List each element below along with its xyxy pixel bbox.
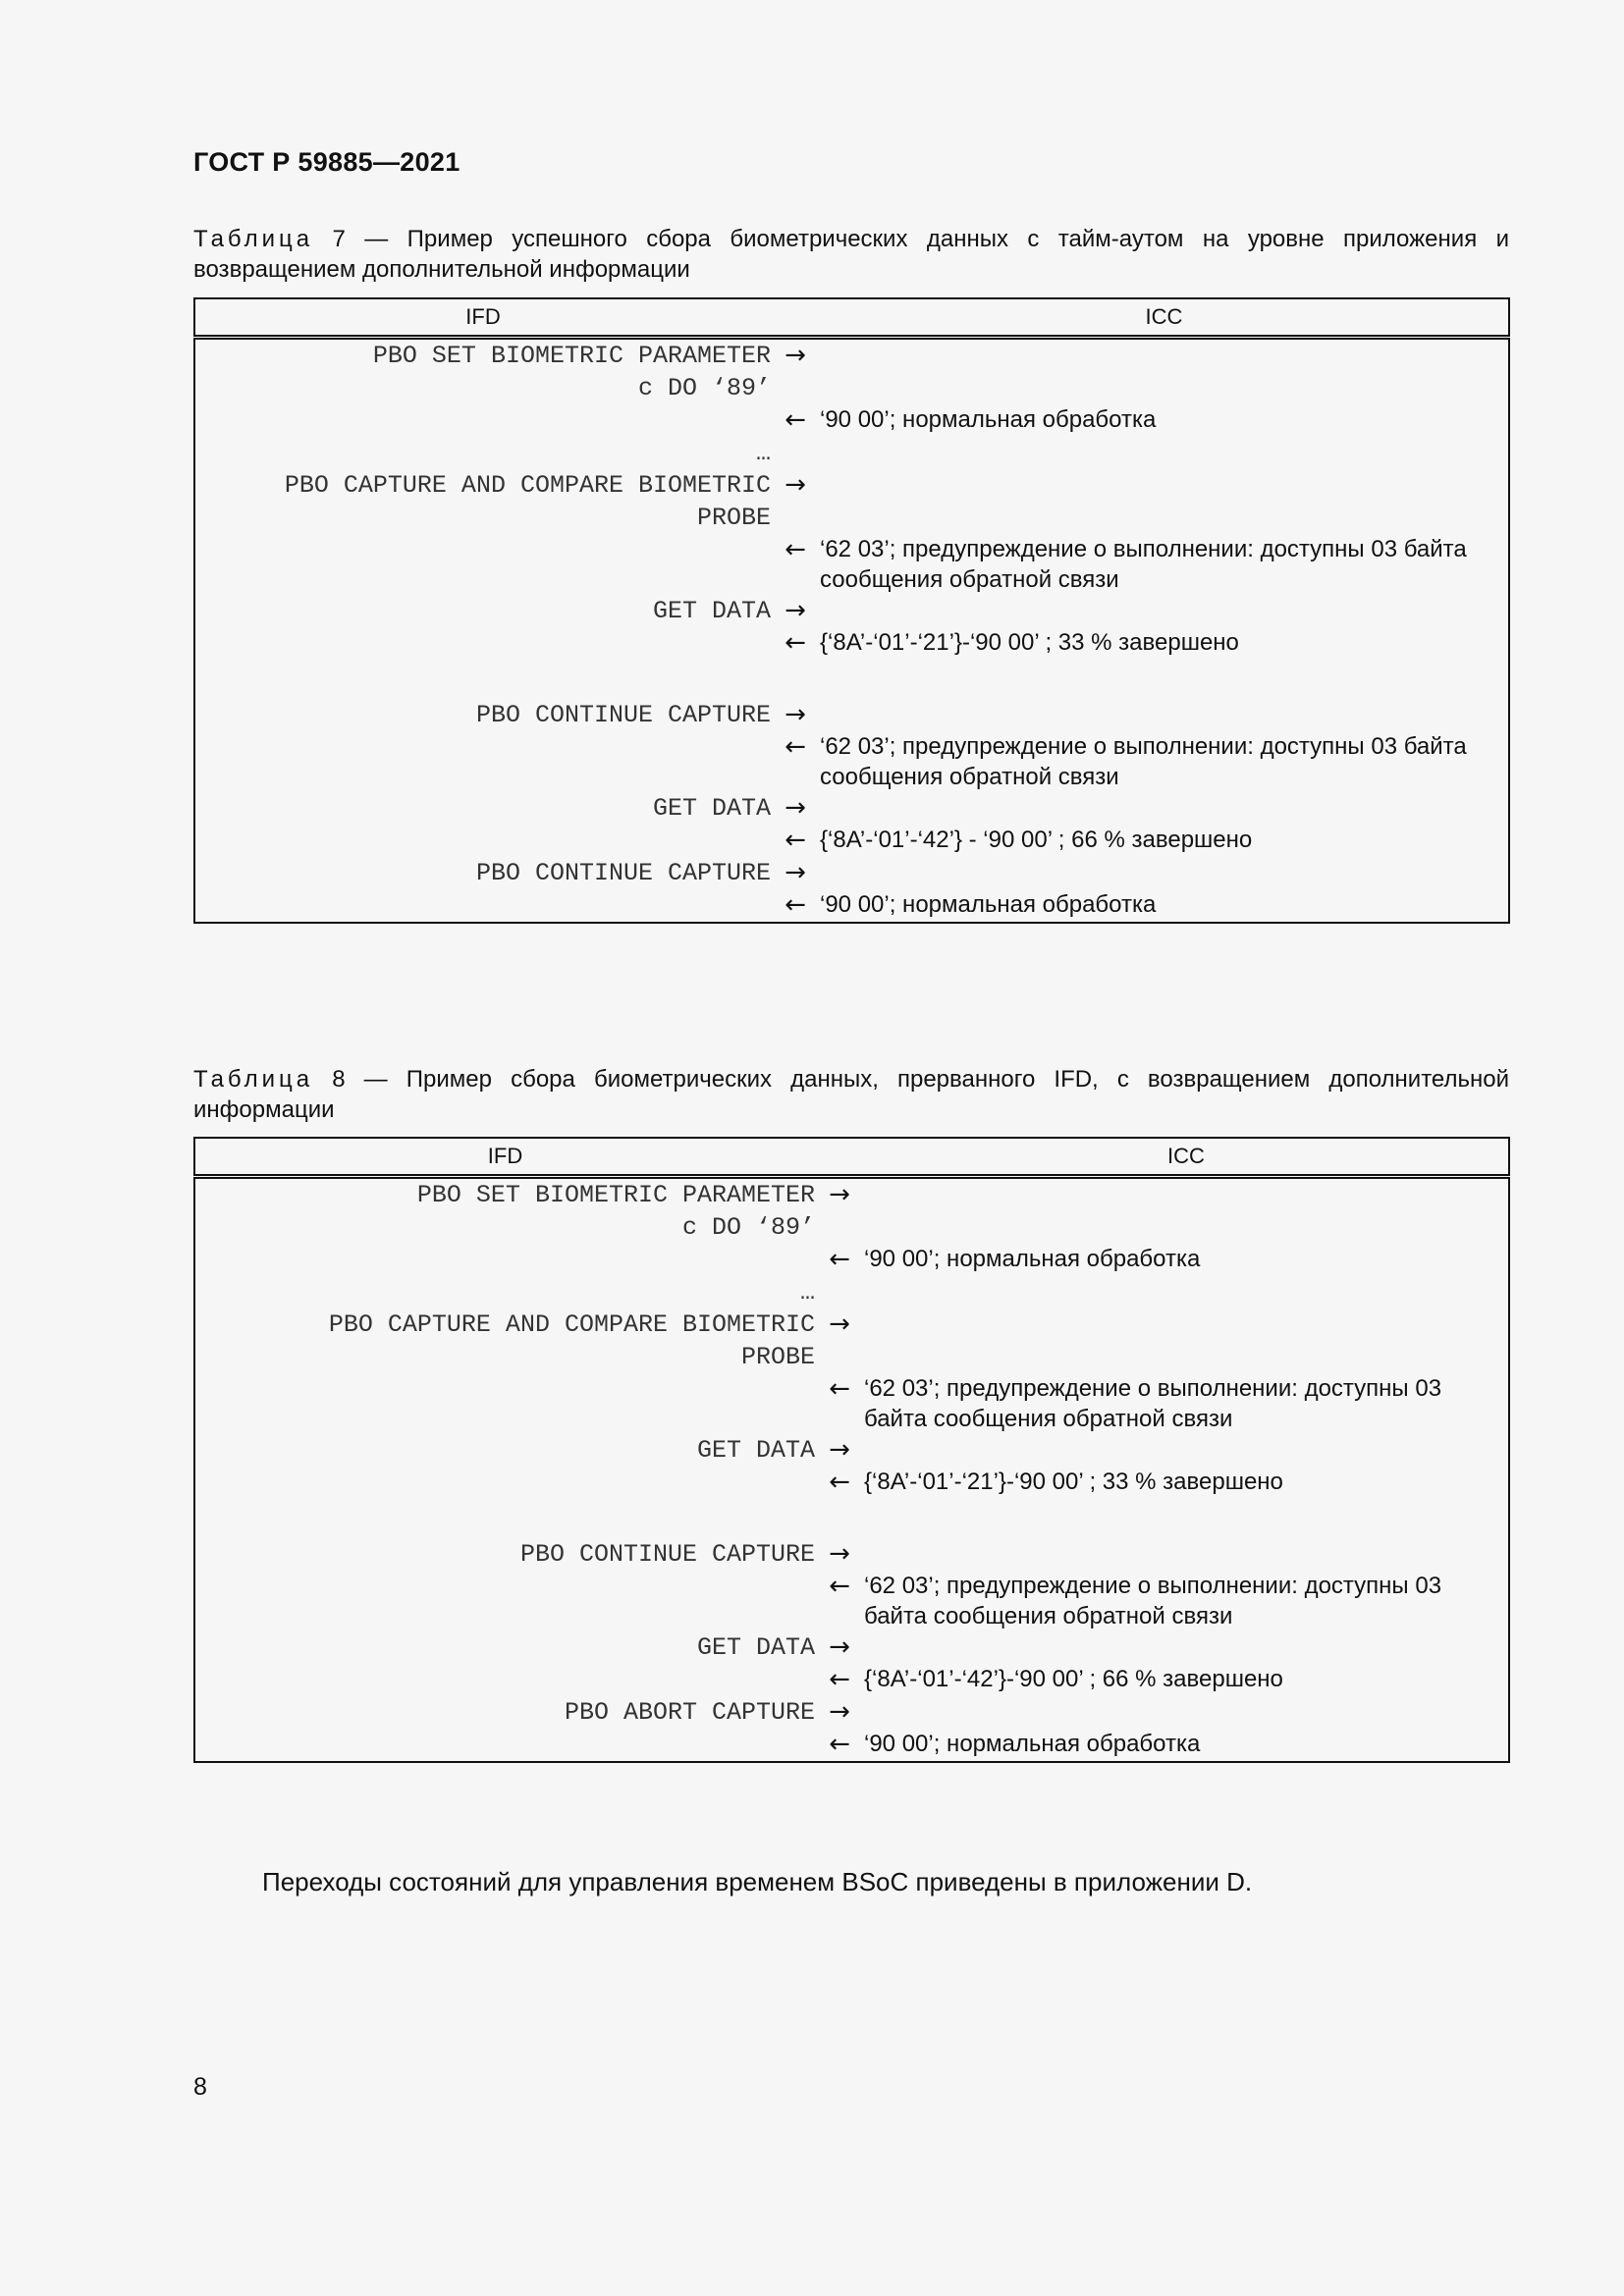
direction-arrow: ← (785, 535, 806, 564)
sequence-row (194, 1696, 1509, 1729)
table8 (193, 1137, 1510, 1763)
ifd-command: GET DATA (696, 1436, 815, 1465)
table8-col-icc: ICC (864, 1138, 1509, 1177)
table7-caption (193, 224, 1509, 285)
icc-response (820, 437, 1509, 469)
direction-arrow: ← (785, 405, 806, 435)
page-number: 8 (193, 2073, 207, 2101)
sequence-row (194, 792, 1509, 825)
ifd-command: GET DATA (652, 597, 771, 625)
table7-col-icc: ICC (820, 298, 1509, 338)
icc-response: {‘8A’-‘01’-‘42’}-‘90 00’ ; 66 % завершено (864, 1666, 1283, 1692)
ifd-command (194, 731, 771, 792)
direction-arrow: → (829, 1697, 850, 1727)
sequence-row (194, 889, 1509, 923)
sequence-row (194, 1276, 1509, 1308)
icc-response: ‘90 00’; нормальная обработка (820, 406, 1157, 433)
ifd-command: … (755, 439, 771, 467)
direction-arrow (815, 1276, 864, 1308)
ifd-command: PBO ABORT CAPTURE (564, 1698, 815, 1727)
sequence-row (194, 595, 1509, 627)
icc-response (820, 857, 1509, 889)
table7 (193, 297, 1510, 924)
ifd-command (194, 627, 771, 660)
sequence-row (194, 1373, 1509, 1434)
sequence-row (194, 731, 1509, 792)
icc-response (820, 595, 1509, 627)
direction-arrow: ← (785, 732, 806, 762)
icc-response: {‘8A’-‘01’-‘21’}-‘90 00’ ; 33 % завершено (864, 1468, 1283, 1495)
icc-response: ‘62 03’; предупреждение о выполнении: доступны 03 байта сообщения обратной связи (864, 1375, 1442, 1432)
table8-col-spacer (815, 1138, 864, 1177)
ifd-command (194, 1664, 815, 1696)
direction-arrow: ← (785, 890, 806, 920)
direction-arrow: → (785, 793, 806, 823)
icc-response (864, 1538, 1509, 1571)
icc-response: ‘62 03’; предупреждение о выполнении: доступны 03 байта сообщения обратной связи (820, 536, 1467, 593)
icc-response: ‘62 03’; предупреждение о выполнении: доступны 03 байта сообщения обратной связи (864, 1573, 1442, 1629)
sequence-row (194, 699, 1509, 731)
direction-arrow (815, 1499, 864, 1538)
icc-response: ‘90 00’; нормальная обработка (864, 1731, 1201, 1757)
direction-arrow: ← (785, 826, 806, 855)
ifd-command (194, 1729, 815, 1762)
ifd-command: PBO CONTINUE CAPTURE (475, 859, 771, 887)
icc-response (820, 792, 1509, 825)
direction-arrow (771, 660, 820, 699)
sequence-row (194, 1499, 1509, 1538)
table7-col-spacer (771, 298, 820, 338)
ifd-command: PBO CAPTURE AND COMPARE BIOMETRIC PROBE (284, 471, 771, 532)
ifd-command (194, 1373, 815, 1434)
icc-response (820, 469, 1509, 534)
sequence-row (194, 437, 1509, 469)
sequence-row (194, 857, 1509, 889)
ifd-command (194, 825, 771, 857)
sequence-row (194, 1664, 1509, 1696)
ifd-command (194, 534, 771, 595)
sequence-row (194, 1571, 1509, 1631)
ifd-command (194, 1571, 815, 1631)
icc-response (820, 660, 1509, 699)
sequence-row (194, 825, 1509, 857)
direction-arrow: ← (829, 1245, 850, 1274)
document-header: ГОСТ Р 59885—2021 (193, 147, 460, 177)
direction-arrow: ← (829, 1665, 850, 1694)
ifd-command: PBO SET BIOMETRIC PARAMETER с DO ‘89’ (372, 342, 771, 402)
direction-arrow: → (785, 341, 806, 370)
sequence-row (194, 469, 1509, 534)
direction-arrow: → (829, 1632, 850, 1662)
direction-arrow: → (829, 1435, 850, 1465)
bsoc-note: Переходы состояний для управления временем BSoC приведены в приложении D. (262, 1867, 1253, 1896)
direction-arrow: → (829, 1180, 850, 1209)
table7-body (194, 338, 1509, 924)
direction-arrow: → (785, 700, 806, 729)
table8-caption (193, 1064, 1509, 1125)
ifd-command: GET DATA (696, 1633, 815, 1662)
direction-arrow: → (829, 1309, 850, 1339)
ifd-command (194, 1244, 815, 1276)
sequence-row (194, 660, 1509, 699)
sequence-row (194, 1729, 1509, 1762)
sequence-row (194, 534, 1509, 595)
icc-response (864, 1499, 1509, 1538)
table7-caption-text: 7 — Пример успешного сбора биометрических данных с тайм-аутом на уровне приложения и возвращением дополнительной информации (193, 226, 1509, 283)
direction-arrow (771, 437, 820, 469)
sequence-row (194, 1631, 1509, 1664)
direction-arrow: ← (785, 628, 806, 658)
ifd-command (194, 404, 771, 437)
direction-arrow: ← (829, 1730, 850, 1759)
ifd-command: PBO CONTINUE CAPTURE (475, 701, 771, 729)
ifd-command: PBO CONTINUE CAPTURE (519, 1540, 815, 1569)
icc-response: ‘62 03’; предупреждение о выполнении: доступны 03 байта сообщения обратной связи (820, 733, 1467, 790)
direction-arrow: ← (829, 1374, 850, 1404)
ifd-command: PBO SET BIOMETRIC PARAMETER с DO ‘89’ (416, 1181, 815, 1242)
ifd-command: GET DATA (652, 794, 771, 823)
table8-caption-text: 8 — Пример сбора биометрических данных, прерванного IFD, с возвращением дополнительной информации (193, 1066, 1509, 1123)
table8-col-ifd: IFD (194, 1138, 815, 1177)
direction-arrow: → (785, 858, 806, 887)
sequence-row (194, 1538, 1509, 1571)
icc-response (864, 1276, 1509, 1308)
sequence-row (194, 404, 1509, 437)
table7-header-row (194, 298, 1509, 338)
table8-header-row (194, 1138, 1509, 1177)
sequence-row (194, 1177, 1509, 1245)
table7-col-ifd: IFD (194, 298, 771, 338)
icc-response: {‘8A’-‘01’-‘42’} - ‘90 00’ ; 66 % завершено (820, 827, 1253, 853)
sequence-row (194, 627, 1509, 660)
sequence-row (194, 1434, 1509, 1467)
icc-response (864, 1308, 1509, 1373)
icc-response (864, 1631, 1509, 1664)
direction-arrow: → (785, 470, 806, 500)
icc-response: ‘90 00’; нормальная обработка (820, 891, 1157, 918)
sequence-row (194, 1308, 1509, 1373)
table7-caption-label: Таблица (193, 226, 314, 252)
ifd-command (194, 1499, 815, 1538)
direction-arrow: ← (829, 1468, 850, 1497)
icc-response (864, 1434, 1509, 1467)
table8-caption-label: Таблица (193, 1066, 314, 1093)
direction-arrow: → (829, 1539, 850, 1569)
direction-arrow: ← (829, 1572, 850, 1601)
icc-response: ‘90 00’; нормальная обработка (864, 1246, 1201, 1272)
ifd-command: PBO CAPTURE AND COMPARE BIOMETRIC PROBE (328, 1310, 815, 1371)
icc-response (820, 699, 1509, 731)
ifd-command (194, 889, 771, 923)
ifd-command: … (799, 1278, 815, 1307)
icc-response: {‘8A’-‘01’-‘21’}-‘90 00’ ; 33 % завершено (820, 629, 1239, 656)
sequence-row (194, 338, 1509, 405)
ifd-command (194, 660, 771, 699)
table8-body (194, 1177, 1509, 1763)
sequence-row (194, 1244, 1509, 1276)
sequence-row (194, 1467, 1509, 1499)
direction-arrow: → (785, 596, 806, 625)
icc-response (820, 338, 1509, 405)
icc-response (864, 1696, 1509, 1729)
ifd-command (194, 1467, 815, 1499)
icc-response (864, 1177, 1509, 1245)
